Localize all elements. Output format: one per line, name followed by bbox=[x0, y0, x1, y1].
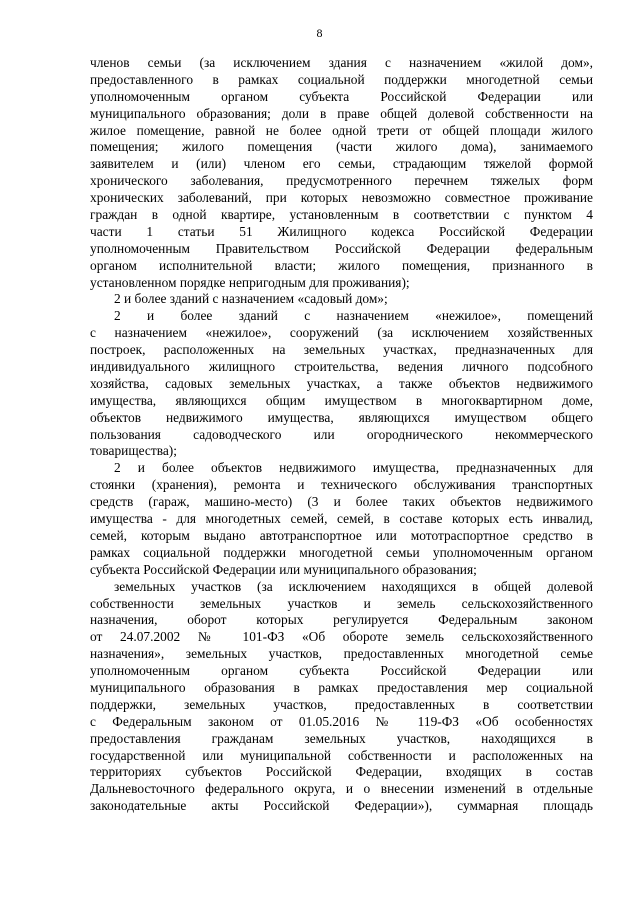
text-line: жилое помещение, равной не более одной трети от общей площади жилого bbox=[90, 122, 593, 138]
text-line: муниципального образования; доли в праве общей долевой собственности на bbox=[90, 105, 593, 121]
text-line: 2 и более зданий с назначением «нежилое», помещений bbox=[114, 308, 593, 324]
text-line: имущества, являющихся общим имуществом в многоквартирном доме, bbox=[90, 392, 593, 408]
text-line: части 1 статьи 51 Жилищного кодекса Российской Федерации bbox=[90, 223, 593, 239]
text-line: органом исполнительной власти; жилого помещения, признанного в bbox=[90, 257, 593, 273]
text-line: имущества - для многодетных семей, семей, в составе которых есть инвалид, bbox=[90, 511, 593, 527]
text-line: собственности земельных участков и земель сельскохозяйственного bbox=[90, 595, 593, 611]
text-line: семей, которым выдано автотранспортное или мототраспортное средство в bbox=[90, 527, 593, 543]
text-line: уполномоченным органом субъекта Российской Федерации или bbox=[90, 88, 593, 104]
text-line: товарищества); bbox=[90, 443, 177, 459]
text-line: уполномоченным Правительством Российской Федерации федеральным bbox=[90, 240, 593, 256]
text-line: назначения, оборот которых регулируется Федеральным законом bbox=[90, 612, 593, 628]
text-line: 2 и более объектов недвижимого имущества, предназначенных для bbox=[114, 460, 593, 476]
text-line: пользования садоводческого или огороднического некоммерческого bbox=[90, 426, 593, 442]
text-line: с Федеральным законом от 01.05.2016 № 119-ФЗ «Об особенностях bbox=[90, 713, 593, 729]
text-line: хозяйства, садовых земельных участках, а также объектов недвижимого bbox=[90, 375, 593, 391]
text-line: 2 и более зданий с назначением «садовый дом»; bbox=[114, 291, 388, 307]
text-line: средств (гараж, машино-место) (3 и более таких объектов недвижимого bbox=[90, 494, 593, 510]
text-line: установленном порядке непригодным для проживания); bbox=[90, 274, 410, 290]
text-line: с назначением «нежилое», сооружений (за исключением хозяйственных bbox=[90, 325, 593, 341]
text-line: граждан в одной квартире, установленным в соответствии с пунктом 4 bbox=[90, 207, 593, 223]
text-line: стоянки (хранения), ремонта и технического обслуживания транспортных bbox=[90, 477, 593, 493]
text-line: законодательные акты Российской Федерации»), суммарная площадь bbox=[90, 798, 593, 814]
page-number: 8 bbox=[316, 26, 323, 40]
text-line: индивидуального жилищного строительства, ведения личного подсобного bbox=[90, 359, 593, 375]
text-line: помещения; жилого помещения (части жилого дома), занимаемого bbox=[90, 139, 593, 155]
text-line: государственной или муниципальной собственности и расположенных на bbox=[90, 747, 593, 763]
text-line: субъекта Российской Федерации или муниципального образования; bbox=[90, 561, 477, 577]
text-line: хронического заболевания, предусмотренного перечнем тяжелых форм bbox=[90, 173, 593, 189]
text-line: построек, расположенных на земельных участках, предназначенных для bbox=[90, 342, 593, 358]
text-line: хронических заболеваний, при которых невозможно совместное проживание bbox=[90, 190, 593, 206]
text-line: земельных участков (за исключением находящихся в общей долевой bbox=[114, 578, 593, 594]
text-line: муниципального образования в рамках предоставления мер социальной bbox=[90, 679, 593, 695]
text-line: предоставленного в рамках социальной поддержки многодетной семьи bbox=[90, 71, 593, 87]
text-line: поддержки, земельных участков, предоставленных в соответствии bbox=[90, 696, 593, 712]
text-line: объектов недвижимого имущества, являющихся имуществом общего bbox=[90, 409, 593, 425]
text-line: членов семьи (за исключением здания с назначением «жилой дом», bbox=[90, 55, 593, 70]
text-line: предоставления гражданам земельных участков, находящихся в bbox=[90, 730, 593, 746]
text-line: территориях субъектов Российской Федерации, входящих в состав bbox=[90, 764, 593, 780]
text-line: уполномоченным органом субъекта Российской Федерации или bbox=[90, 663, 593, 679]
text-line: заявителем и (или) членом его семьи, страдающим тяжелой формой bbox=[90, 156, 593, 172]
text-line: Дальневосточного федерального округа, и о внесении изменений в отдельные bbox=[90, 781, 593, 797]
text-line: назначения», земельных участков, предоставленных многодетной семье bbox=[90, 646, 593, 662]
body-text bbox=[90, 55, 593, 815]
text-line: от 24.07.2002 № 101-ФЗ «Об обороте земель сельскохозяйственного bbox=[90, 629, 593, 645]
text-line: рамках социальной поддержки многодетной семьи уполномоченным органом bbox=[90, 544, 593, 560]
